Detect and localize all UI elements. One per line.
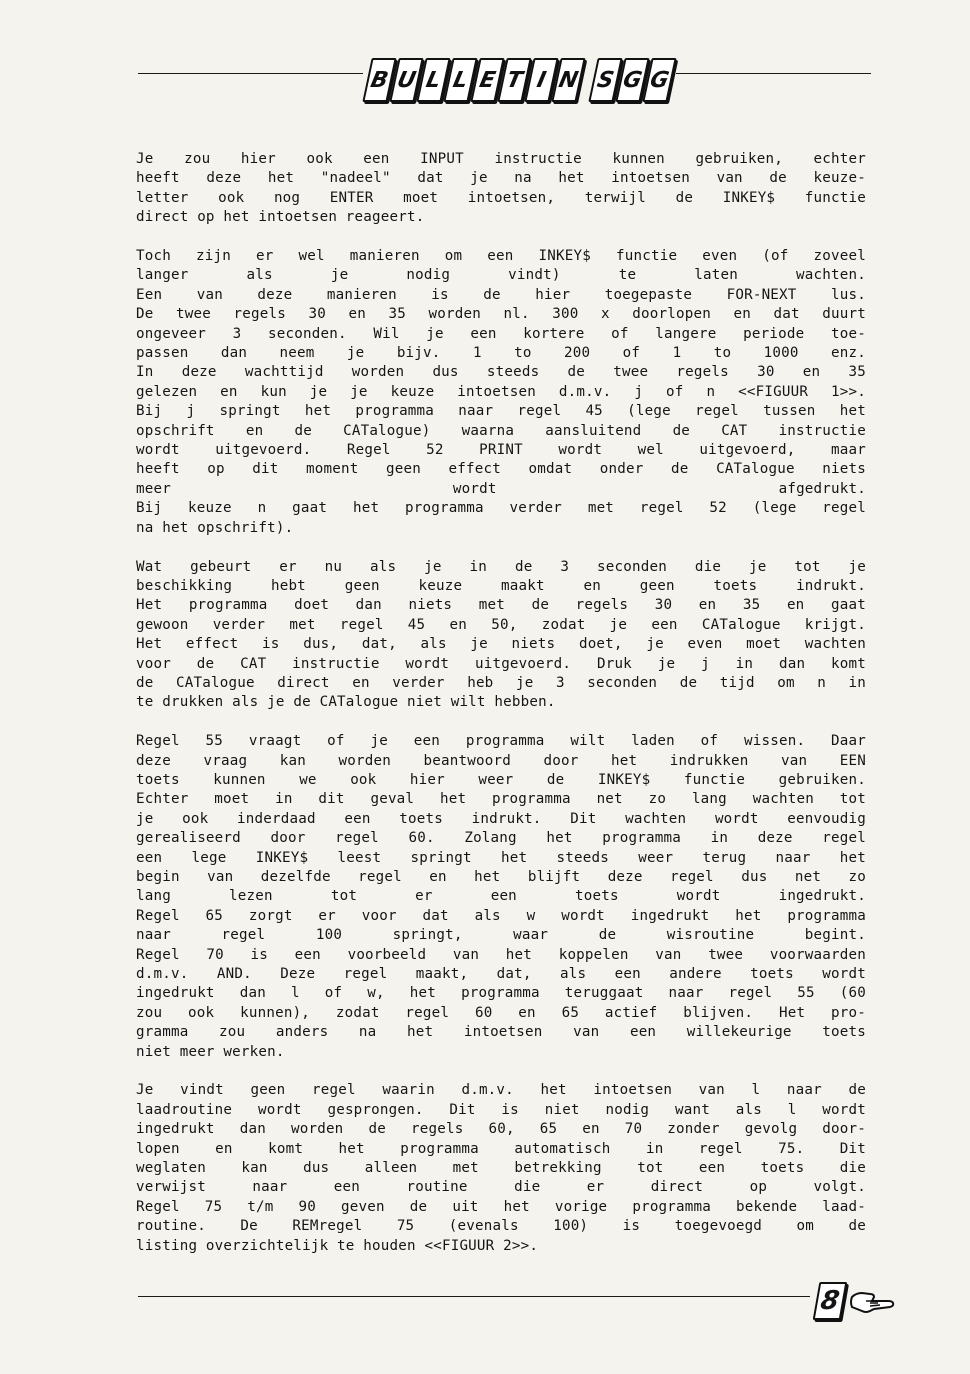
paragraph [136, 558, 866, 713]
text-line: gramma zou anders na het intoetsen van een willekeurige toets [136, 1024, 866, 1041]
text-line: letter ook nog ENTER moet intoetsen, terwijl de INKEY$ functie [136, 189, 866, 206]
text-line: Regel 75 t/m 90 geven de uit het vorige programma bekende laad- [136, 1198, 866, 1215]
text-line: Bij j springt het programma naar regel 45 (lege regel tussen het [136, 403, 866, 420]
text-line: toets kunnen we ook hier weer de INKEY$ functie gebruiken. [136, 771, 866, 788]
logo-letter: T [497, 58, 531, 102]
text-line: Toch zijn er wel manieren om een INKEY$ functie even (of zoveel [136, 248, 866, 265]
text-line: deze vraag kan worden beantwoord door het indrukken van EEN [136, 752, 866, 769]
text-line: naar regel 100 springt, waar de wisroutine begint. [136, 927, 866, 944]
text-line: Regel 65 zorgt er voor dat als w wordt ingedrukt het programma [136, 907, 866, 924]
text-line: meer wordt afgedrukt. [136, 480, 866, 497]
logo-letter: B [362, 58, 396, 102]
text-line: langer als je nodig vindt) te laten wachten. [136, 267, 866, 284]
text-line: wordt uitgevoerd. Regel 52 PRINT wordt wel uitgevoerd, maar [136, 442, 866, 459]
text-line: ingedrukt dan worden de regels 60, 65 en 70 zonder gevolg door- [136, 1121, 866, 1138]
logo-letter: U [389, 58, 423, 102]
text-line: direct op het intoetsen reageert. [136, 209, 425, 226]
text-line: zou ook kunnen), zodat regel 60 en 65 actief blijven. Het pro- [136, 1004, 866, 1021]
text-line: Wat gebeurt er nu als je in de 3 seconden die je tot je [136, 558, 866, 575]
text-line: opschrift en de CATalogue) waarna aansluitend de CAT instructie [136, 422, 866, 439]
logo-letter: E [470, 58, 504, 102]
text-line: Regel 70 is een voorbeeld van het koppelen van twee voorwaarden [136, 946, 866, 963]
bulletin-sgg-logo [363, 58, 676, 102]
text-line: d.m.v. AND. Deze regel maakt, dat, als een andere toets wordt [136, 966, 866, 983]
text-line: routine. De REMregel 75 (evenals 100) is toegevoegd om de [136, 1218, 866, 1235]
paragraph [136, 732, 866, 1062]
pointing-hand-icon [848, 1289, 896, 1315]
text-line: In deze wachttijd worden dus steeds de twee regels 30 en 35 [136, 364, 866, 381]
text-line: na het opschrift). [136, 519, 294, 536]
logo-letter: S [588, 58, 622, 102]
footer-rule [138, 1296, 810, 1297]
paragraph [136, 1081, 866, 1256]
text-line: passen dan neem je bijv. 1 to 200 of 1 to 1000 enz. [136, 345, 866, 362]
text-line: Bij keuze n gaat het programma verder met regel 52 (lege regel [136, 500, 866, 517]
text-line: gelezen en kun je je keuze intoetsen d.m.v. j of n <<FIGUUR 1>>. [136, 383, 866, 400]
text-line: beschikking hebt geen keuze maakt en geen toets indrukt. [136, 577, 866, 594]
page-number: 8 [813, 1282, 848, 1320]
logo-letter: N [551, 58, 585, 102]
text-line: een lege INKEY$ leest springt het steeds weer terug naar het [136, 849, 866, 866]
text-line: Je zou hier ook een INPUT instructie kunnen gebruiken, echter [136, 151, 866, 167]
text-line: Je vindt geen regel waarin d.m.v. het intoetsen van l naar de [136, 1082, 866, 1099]
logo-letter: L [416, 58, 450, 102]
text-line: Een van deze manieren is de hier toegepaste FOR-NEXT lus. [136, 286, 866, 303]
text-line: ingedrukt dan l of w, het programma teruggaat naar regel 55 (60 [136, 985, 866, 1002]
logo-letter: I [524, 58, 558, 102]
text-line: ongeveer 3 seconden. Wil je een kortere of langere periode toe- [136, 325, 866, 342]
text-line: weglaten kan dus alleen met betrekking tot een toets die [136, 1160, 866, 1177]
text-line: voor de CAT instructie wordt uitgevoerd. Druk je j in dan komt [136, 655, 866, 672]
text-line: te drukken als je de CATalogue niet wilt hebben. [136, 694, 556, 711]
text-line: lang lezen tot er een toets wordt ingedrukt. [136, 888, 866, 905]
text-line: Het programma doet dan niets met de regels 30 en 35 en gaat [136, 597, 866, 614]
text-line: begin van dezelfde regel en het blijft deze regel dus net zo [136, 868, 866, 885]
text-line: De twee regels 30 en 35 worden nl. 300 x doorlopen en dat duurt [136, 306, 866, 323]
text-line: verwijst naar een routine die er direct op volgt. [136, 1179, 866, 1196]
text-line: niet meer werken. [136, 1043, 285, 1060]
text-line: heeft deze het "nadeel" dat je na het intoetsen van de keuze- [136, 170, 866, 187]
text-line: heeft op dit moment geen effect omdat onder de CATalogue niets [136, 461, 866, 478]
text-line: gewoon verder met regel 45 en 50, zodat je een CATalogue krijgt. [136, 616, 866, 633]
text-line: Het effect is dus, dat, als je niets doet, je even moet wachten [136, 636, 866, 653]
text-line: je ook inderdaad een toets indrukt. Dit wachten wordt eenvoudig [136, 810, 866, 827]
article-body [136, 150, 866, 1275]
text-line: lopen en komt het programma automatisch in regel 75. Dit [136, 1140, 866, 1157]
logo-letter: G [615, 58, 649, 102]
logo-letter: G [642, 58, 676, 102]
text-line: de CATalogue direct en verder heb je 3 seconden de tijd om n in [136, 674, 866, 691]
logo-letter: L [443, 58, 477, 102]
text-line: Echter moet in dit geval het programma net zo lang wachten tot [136, 791, 866, 808]
paragraph [136, 150, 866, 228]
text-line: Regel 55 vraagt of je een programma wilt laden of wissen. Daar [136, 733, 866, 750]
text-line: laadroutine wordt gesprongen. Dit is niet nodig want als l wordt [136, 1101, 866, 1118]
paragraph [136, 247, 866, 538]
text-line: listing overzichtelijk te houden <<FIGUUR 2>>. [136, 1237, 539, 1254]
text-line: gerealiseerd door regel 60. Zolang het programma in deze regel [136, 830, 866, 847]
